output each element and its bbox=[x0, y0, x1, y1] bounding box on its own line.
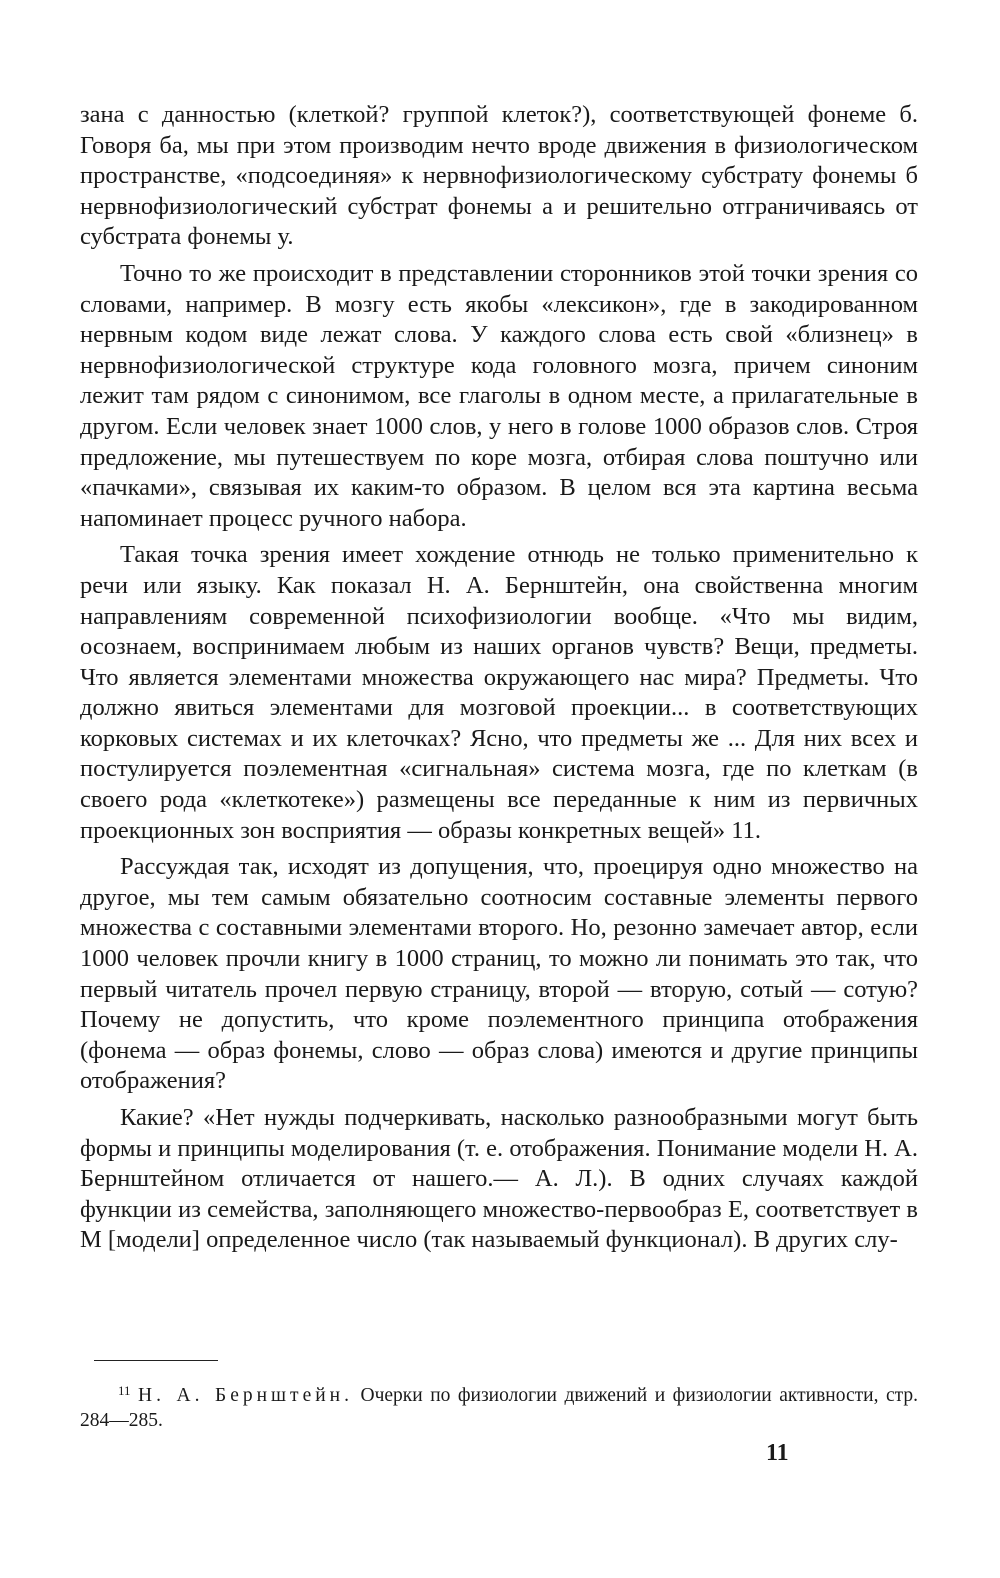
paragraph-3: Такая точка зрения имеет хождение отнюдь не только применительно к речи или языку. Как показал Н. А. Бернштейн, она свойственна многим направлениям современной психофизиологии вообще. «Что мы видим, осознаем, воспринимаем любым из наших органов чувств? Вещи, предметы. Что является элементами множества окружающего нас мира? Предметы. Что должно явиться элементами для мозговой проекции... в соответствующих корковых системах и их клеточках? Ясно, что предметы же ... Для них всех и постулируется поэлементная «сигнальная» система мозга, где по клеткам (в своего рода «клеткотеке») размещены все переданные к ним из первичных проекционных зон восприятия — образы конкретных вещей» 11. bbox=[80, 541, 918, 844]
paragraph-1: зана с данностью (клеткой? группой клеток?), соответствующей фонеме б. Говоря ба, мы при этом производим нечто вроде движения в физиологическом пространстве, «подсоединяя» к нервнофизиологическому субстрату фонемы б нервнофизиологический субстрат фонемы а и решительно отграничиваясь от субстрата фонемы у. bbox=[80, 101, 918, 251]
paragraph-5: Какие? «Нет нужды подчеркивать, насколько разнообразными могут быть формы и принципы моделирования (т. е. отображения. Понимание модели Н. А. Бернштейном отличается от нашего.— А. Л.). В одних случаях каждой функции из семейства, заполняющего множество-первообраз E, соответствует в M [модели] определенное число (так называемый функционал). В других слу- bbox=[80, 1104, 918, 1254]
body-text bbox=[80, 100, 918, 1262]
footnote-number: 11 bbox=[118, 1383, 131, 1398]
footnote bbox=[80, 1378, 918, 1433]
paragraph-2: Точно то же происходит в представлении сторонников этой точки зрения со словами, например. В мозгу есть якобы «лексикон», где в закодированном нервным кодом виде лежат слова. У каждого слова есть свой «близнец» в нервнофизиологической структуре кода головного мозга, причем синоним лежит там рядом с синонимом, все глаголы в одном месте, а прилагательные в другом. Если человек знает 1000 слов, у него в голове 1000 образов слов. Строя предложение, мы путешествуем по коре мозга, отбирая слова поштучно или «пачками», связывая их каким-то образом. В целом вся эта картина весьма напоминает процесс ручного набора. bbox=[80, 259, 918, 532]
page-number: 11 bbox=[766, 1440, 789, 1466]
footnote-divider bbox=[94, 1360, 218, 1361]
footnote-author: Н. А. Бернштейн. bbox=[138, 1385, 353, 1406]
footnote-text: Очерки по физиологии движений и физиологии активности, стр. 284—285. bbox=[80, 1385, 918, 1431]
paragraph-4: Рассуждая так, исходят из допущения, что, проецируя одно множество на другое, мы тем самым обязательно соотносим составные элементы первого множества с составными элементами второго. Но, резонно замечает автор, если 1000 человек прочли книгу в 1000 страниц, то можно ли понимать это так, что первый читатель прочел первую страницу, второй — вторую, сотый — сотую? Почему не допустить, что кроме поэлементного принципа отображения (фонема — образ фонемы, слово — образ слова) имеются и другие принципы отображения? bbox=[80, 853, 918, 1095]
